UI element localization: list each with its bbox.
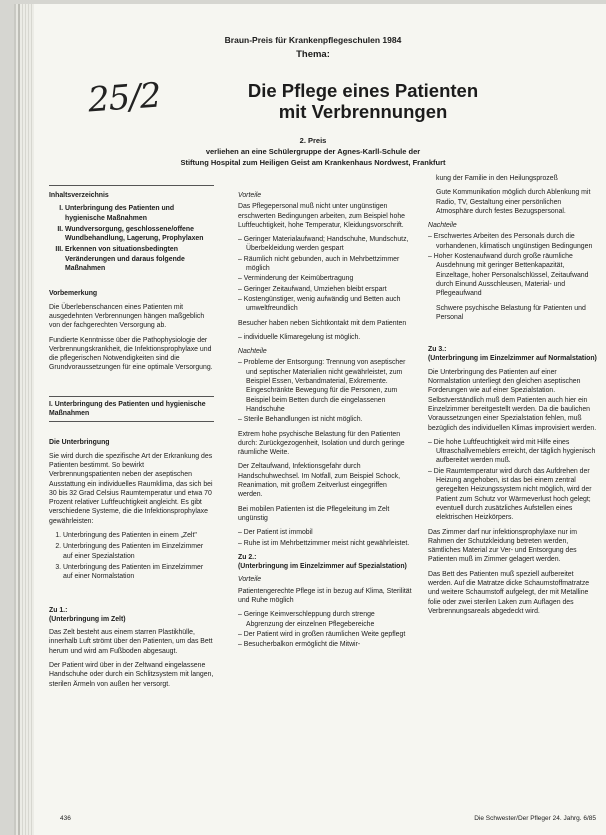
paragraph: kung der Familie in den Heilungsprozeß: [436, 175, 558, 182]
paragraph: Fundierte Kenntnisse über die Pathophysiologie der Verbrennungskrankheit, die Infektionsprophylaxe und die pflegerischen Notwendigkeiten sind die Grundvoraussetzungen für eine optimale Versorgung.: [49, 336, 213, 372]
systems-list: [49, 531, 214, 581]
column-3: [428, 174, 598, 621]
toc-item: III. Erkennen von situationsbedingten Veränderungen und daraus folgende Maßnahmen: [65, 245, 214, 273]
zu3-list: [428, 438, 598, 523]
zu1-heading-b: (Unterbringung im Zelt): [49, 615, 126, 623]
list-item: – Räumlich nicht gebunden, auch in Mehrbettzimmer möglich: [238, 255, 413, 274]
zu3-heading-a: Zu 3.:: [428, 346, 447, 354]
paragraph: Bei mobilen Patienten ist die Pflegeleitung im Zelt ungünstig: [238, 505, 390, 522]
list-item: 3. Unterbringung des Patienten im Einzelzimmer auf einer Normalstation: [63, 563, 214, 582]
nachteile-2-list: [428, 232, 598, 298]
column-1-top-rule: [49, 185, 214, 186]
section-1-heading: I. Unterbringung des Patienten und hygienische Maßnahmen: [49, 396, 214, 423]
paragraph: Die Unterbringung des Patienten auf einer Normalstation unterliegt den gleichen aseptischen Forderungen wie auf einer Spezialstation. Selbstverständlich muß dem Patienten auch hier ein Einzelzimmer bereitgestellt werden. Da die baulichen Voraussetzungen einer Spezialstation fehlen, muß bezüglich des individuellen Klimas improvisiert werden.: [428, 368, 597, 432]
list-item: – Hoher Kostenaufwand durch große räumliche Ausdehnung mit geringer Bettenkapazität, Einzeltage, hoher Personalschlüssel, Zeitaufwand durch Einund Ausschleusen, Material- und Pflegeaufwand: [428, 252, 598, 298]
document-page: [20, 4, 606, 835]
list-item: – Ruhe ist im Mehrbettzimmer meist nicht gewährleistet.: [238, 539, 413, 548]
vorteile-tail-list: [238, 333, 413, 342]
journal-reference: Die Schwester/Der Pfleger 24. Jahrg. 6/85: [474, 815, 596, 822]
awarded-line-2: Stiftung Hospital zum Heiligen Geist am Krankenhaus Nordwest, Frankfurt: [180, 158, 446, 167]
list-item: – Der Patient wird in großen räumlichen Weite gepflegt: [238, 630, 413, 639]
paragraph: Besucher haben neben Sichtkontakt mit dem Patienten: [238, 319, 407, 327]
article-title-line-2: mit Verbrennungen: [278, 101, 448, 122]
list-item: – individuelle Klimaregelung ist möglich.: [238, 333, 413, 342]
list-item: – Sterile Behandlungen ist nicht möglich.: [238, 415, 413, 424]
column-2: [238, 191, 413, 654]
stacked-page-edges: [20, 4, 34, 835]
zu2-heading-b: (Unterbringung im Einzelzimmer auf Spezialstation): [238, 563, 407, 571]
paragraph: Sie wird durch die spezifische Art der Erkrankung des Patienten bestimmt. So bewirkt Verbrennungspatienten neben der aseptischen Ausstattung ein individuelles Raumklima, das sich bei 30 bis 32 Grad Celsius Raumtemperatur und etwa 70 Prozent relativer Luftfeuchtigkeit angleicht. Es gibt verschiedene Systeme, die die Infektionsprophylaxe gewährleisten:: [49, 452, 213, 525]
list-item: – Erschwertes Arbeiten des Personals durch die vorhandenen, klimatisch ungünstigen Bedingungen: [428, 232, 598, 251]
award-line: Braun-Preis für Krankenpflegeschulen 1984: [224, 35, 402, 45]
list-item: – Der Patient ist immobil: [238, 528, 413, 537]
vorteile-2-list: [238, 610, 413, 649]
list-item: 2. Unterbringung des Patienten im Einzelzimmer auf einer Spezialstation: [63, 542, 214, 561]
list-item: – Die hohe Luftfeuchtigkeit wird mit Hilfe eines Ultraschallverneblers erreicht, der täglich hygienisch aufbereitet werden muß.: [428, 438, 598, 466]
article-title-line-1: Die Pflege eines Patienten: [247, 80, 479, 101]
paragraph: Patientengerechte Pflege ist in bezug auf Klima, Sterilität und Ruhe möglich: [238, 587, 412, 604]
list-item: – Geringe Keimverschleppung durch strenge Abgrenzung der einzelnen Pflegebereiche: [238, 610, 413, 629]
vorteile-heading: Vorteile: [238, 192, 262, 199]
unterbringung-heading: Die Unterbringung: [49, 439, 110, 447]
list-item: – Probleme der Entsorgung: Trennung von aseptischer und septischer Materialien nicht gewährleistet, zum Beispiel Essen, Verbandmaterial, Exkremente. Eingeschränkte Bewegung für die Personen, zum Beispiel beim Betten durch die eingelassenen Handschuhe: [238, 358, 413, 414]
paragraph: Das Zelt besteht aus einem starren Plastikhülle, innerhalb Luft strömt über den Patienten, um das Bett herum und wird am Fußboden abgesaugt.: [49, 629, 213, 655]
list-item: – Kostengünstiger, wenig aufwändig und Betten auch umweltfreundlich: [238, 295, 413, 314]
paragraph: Das Pflegepersonal muß nicht unter ungünstigen erschwerten Bedingungen arbeiten, zum Beispiel hohe Luftfeuchtigkeit, hohe Temperatur, Kleidungsvorschrift.: [238, 203, 406, 229]
vorbemerkung-heading: Vorbemerkung: [49, 290, 98, 298]
paragraph: Der Patient wird über in der Zeltwand eingelassene Handschuhe oder durch ein Schlitzsystem mit langen, sterilen Ärmeln von außen her versorgt.: [49, 661, 214, 688]
toc-heading: Inhaltsverzeichnis: [49, 192, 109, 199]
handwritten-note: 25/2: [86, 75, 162, 121]
zu1-heading-a: Zu 1.:: [49, 606, 68, 614]
paragraph: Extrem hohe psychische Belastung für den Patienten durch: Zurückgezogenheit, Isolation und durch geringe räumliche Weite.: [238, 430, 405, 457]
list-item: – Besucherbalkon ermöglicht die Mitwir-: [238, 640, 413, 649]
paragraph: Das Zimmer darf nur infektionsprophylaxe nur im Rahmen der Schutzkleidung betreten werden, sämtliches Material zur Ver- und Entsorgung des Patienten muß im Zimmer gelagert werden.: [428, 528, 577, 564]
zu2-heading-a: Zu 2.:: [238, 553, 257, 561]
page-number: 436: [60, 815, 71, 822]
nachteile-heading: Nachteile: [238, 348, 267, 356]
column-1: [49, 191, 214, 694]
awarded-line-1: verliehen an eine Schülergruppe der Agnes-Karll-Schule der: [205, 147, 421, 156]
toc-item: II. Wundversorgung, geschlossene/offene Wundbehandlung, Lagerung, Prophylaxen: [65, 225, 214, 244]
nachteile-list: [238, 358, 413, 424]
list-item: 1. Unterbringung des Patienten in einem „Zelt": [63, 531, 214, 540]
zu3-heading-b: (Unterbringung im Einzelzimmer auf Normalstation): [428, 355, 597, 363]
list-item: – Geringer Zeitaufwand, Umziehen bleibt erspart: [238, 285, 413, 294]
paragraph: Schwere psychische Belastung für Patienten und Personal: [436, 304, 586, 321]
vorteile-list: [238, 235, 413, 313]
list-item: – Die Raumtemperatur wird durch das Aufdrehen der Heizung angehoben, ist das bei einem zentral geregelten Heizungssystem nicht möglich, wird der Patient zum Schutz vor Wärmeverlust hoch gelegt; eventuell durch zusätzliches Aufstellen eines elektrischen Heizkörpers.: [428, 467, 598, 523]
list-item: – Geringer Materialaufwand; Handschuhe, Mundschutz, Überbekleidung werden gespart: [238, 235, 413, 254]
list-item: – Verminderung der Keimübertragung: [238, 274, 413, 283]
nachteile-2-heading: Nachteile: [428, 222, 457, 230]
paragraph: Die Überlebenschancen eines Patienten mit ausgedehnten Verbrennungen hängen maßgeblich von der fachgerechten Versorgung ab.: [49, 303, 205, 330]
paragraph: Gute Kommunikation möglich durch Ablenkung mit Radio, TV, Gestaltung einer persönlichen Atmosphäre durch festes Bezugspersonal.: [436, 189, 591, 215]
prize-label: 2. Preis: [299, 136, 327, 145]
paragraph: Das Bett des Patienten muß speziell aufbereitet werden. Auf die Matratze dicke Schaumstoffmatratze und weitere Schaumstoff aufgelegt, der mit Metalline folie oder zwei sterilen Laken zum Auflagen des Verbrennungsareals abgedeckt wird.: [428, 570, 590, 615]
toc-item: I. Unterbringung des Patienten und hygienische Maßnahmen: [65, 204, 214, 223]
nachteile-list-2: [238, 528, 413, 548]
thema-label: Thema:: [296, 49, 330, 60]
toc-list: [49, 204, 214, 273]
paragraph: Der Zeltaufwand, Infektionsgefahr durch Handschuhwechsel. Im Notfall, zum Beispiel Schock, Reanimation, mit großem Zeitverlust eingegriffen werden.: [238, 463, 401, 499]
vorteile-2-heading: Vorteile: [238, 576, 262, 584]
